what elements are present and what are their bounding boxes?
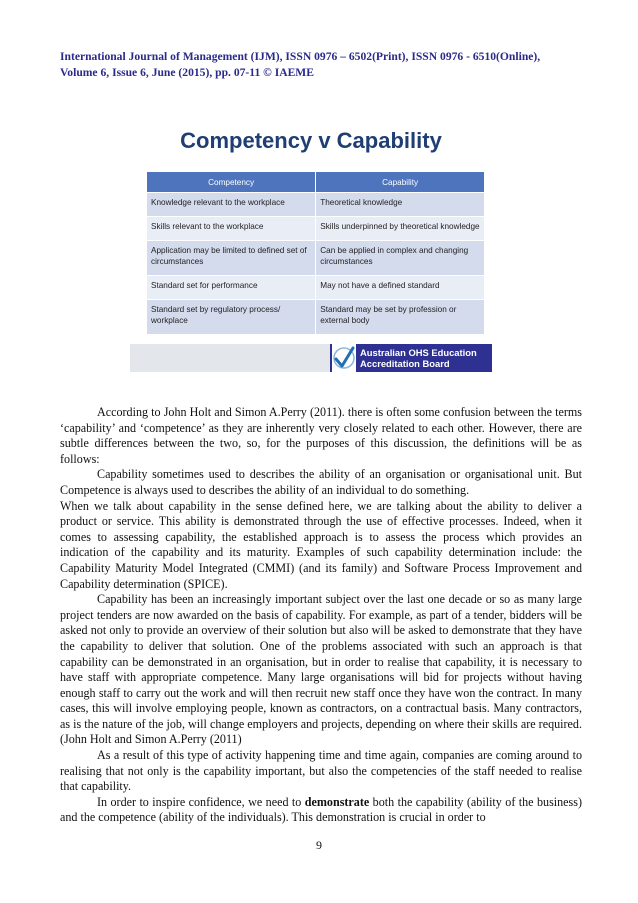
- cell-competency: Standard set for performance: [147, 276, 316, 300]
- competency-capability-figure: [130, 118, 492, 376]
- paragraph-text: In order to inspire confidence, we need to: [97, 794, 305, 809]
- paragraph: Capability sometimes used to describes the ability of an organisation or organisational unit. But Competence is always used to describes the ability of an individual to do something.: [60, 467, 582, 497]
- paragraph: As a result of this type of activity happening time and time again, companies are coming around to realising that not only is the capability important, but also the competencies of the staff needed to realise that capability.: [60, 748, 582, 794]
- table-header-row: [147, 172, 485, 193]
- checkmark-icon: [332, 344, 356, 372]
- comparison-table: [147, 172, 485, 334]
- logo-text-line-1: Australian OHS Education: [360, 347, 477, 358]
- table-row: [147, 217, 485, 241]
- cell-capability: May not have a defined standard: [316, 276, 485, 300]
- logo-text: [360, 347, 490, 369]
- figure-title: Competency v Capability: [180, 128, 442, 153]
- cell-competency: Application may be limited to defined set of circumstances: [147, 241, 316, 276]
- paragraph-text: both the capability (ability of the business) and the competence (ability of the individuals). This demonstration is crucial in order to: [60, 794, 582, 825]
- page-number: 9: [316, 838, 322, 852]
- cell-capability: Skills underpinned by theoretical knowledge: [316, 217, 485, 241]
- table-row: [147, 300, 485, 335]
- paragraph: [60, 795, 582, 826]
- cell-competency: Knowledge relevant to the workplace: [147, 193, 316, 217]
- journal-header-line-2: Volume 6, Issue 6, June (2015), pp. 07-11 © IAEME: [60, 66, 314, 79]
- paragraph: According to John Holt and Simon A.Perry (2011). there is often some confusion between the terms ‘capability’ and ‘competence’ as they are inherently very closely related to each other. However, there are subtle differences between the two, so, for the purposes of this discussion, the definitions will be as follows:: [60, 405, 582, 466]
- emphasis-text: demonstrate: [304, 794, 370, 809]
- cell-capability: Theoretical knowledge: [316, 193, 485, 217]
- logo-text-line-2: Accreditation Board: [360, 358, 450, 369]
- paragraph: When we talk about capability in the sense defined here, we are talking about the ability to deliver a product or service. This ability is demonstrated through the use of effective processes. Indeed, when it comes to assessing capability, the established approach is to assess the process which provides an indication of the capability and its maturity. Examples of such capability determination include: the Capability Maturity Model Integrated (CMMI) (and its family) and Software Process Improvement and Capability determination (SPICE).: [60, 498, 582, 591]
- cell-capability: Standard may be set by profession or external body: [316, 300, 485, 335]
- cell-competency: Skills relevant to the workplace: [147, 217, 316, 241]
- journal-header: [60, 49, 580, 81]
- table-row: [147, 193, 485, 217]
- column-header-capability: Capability: [316, 172, 485, 193]
- table-row: [147, 276, 485, 300]
- cell-capability: Can be applied in complex and changing circumstances: [316, 241, 485, 276]
- table-row: [147, 241, 485, 276]
- column-header-competency: Competency: [147, 172, 316, 193]
- body-text: [60, 405, 582, 826]
- paragraph: Capability has been an increasingly important subject over the last one decade or so as many large project tenders are now awarded on the basis of capability. For example, as part of a tender, bidders will be asked not only to provide an overview of their solution but also will be asked to demonstrate that they have the capability to deliver that solution. One of the problems associated with such an approach is that capability can be demonstrated in an organisation, but in order to realise that capability, it is necessary to have staff with appropriate competence. Many large organisations will bid for projects without having enough staff to carry out the work and will then recruit new staff once they have won the contract. In many cases, this will involve employing people, known as contractors, on a contractual basis. Many contractors, as is the nature of the job, will change employers and projects, depending on where their skills are required. (John Holt and Simon A.Perry (2011): [60, 592, 582, 747]
- journal-header-line-1: International Journal of Management (IJM), ISSN 0976 – 6502(Print), ISSN 0976 - 6510(Online),: [60, 50, 541, 63]
- logo-strip: [130, 344, 492, 372]
- cell-competency: Standard set by regulatory process/ workplace: [147, 300, 316, 335]
